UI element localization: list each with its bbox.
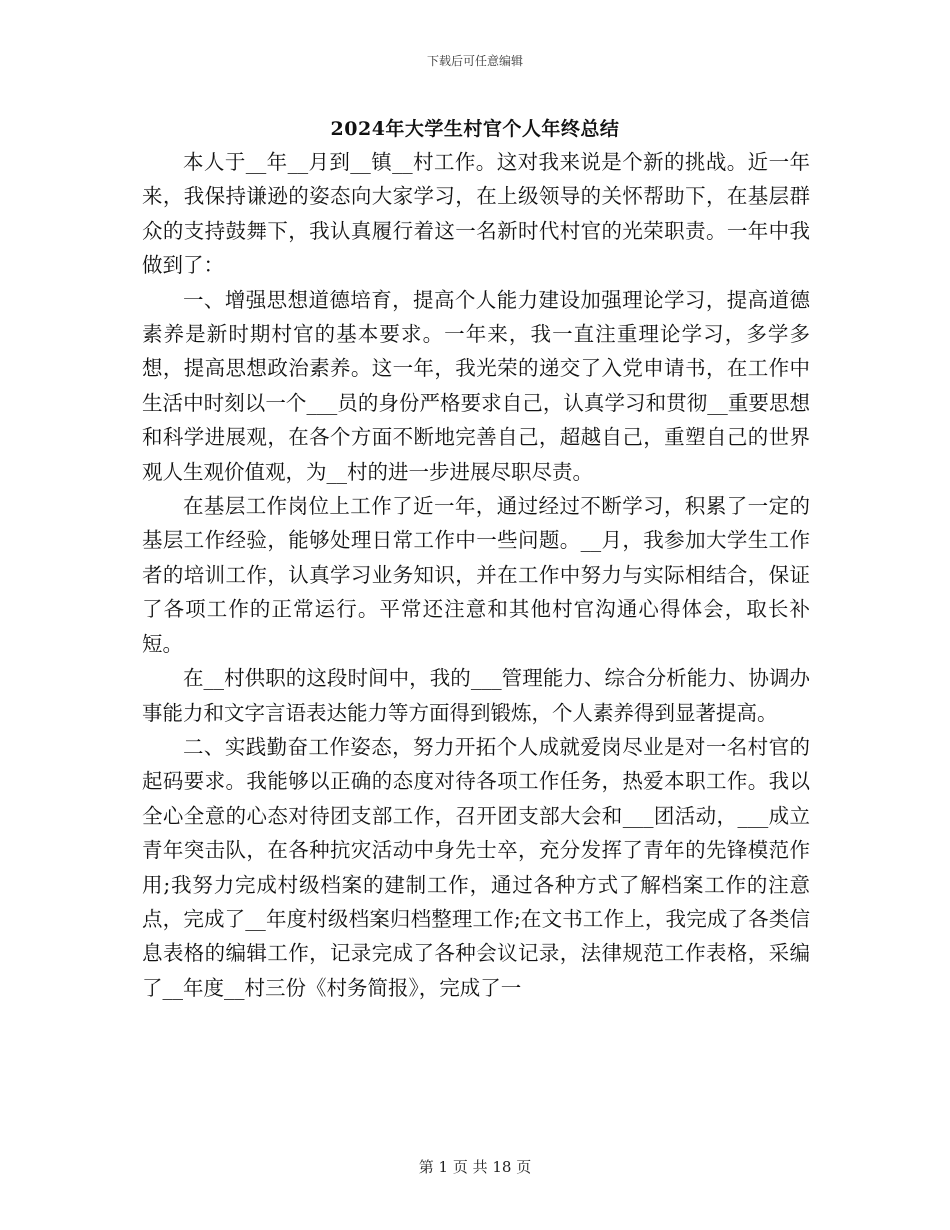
document-body <box>142 145 810 1005</box>
paragraph-section-one: 一、增强思想道德培育，提高个人能力建设加强理论学习，提高道德素养是新时期村官的基本要求。一年来，我一直注重理论学习，多学多想，提高思想政治素养。这一年，我光荣的递交了入党申请书，在工作中生活中时刻以一个___员的身份严格要求自己，认真学习和贯彻__重要思想和科学进展观，在各个方面不断地完善自己，超越自己，重塑自己的世界观人生观价值观，为__村的进一步进展尽职尽责。 <box>142 287 810 484</box>
page-footer-number: 第 1 页 共 18 页 <box>418 1158 532 1176</box>
paragraph-abilities: 在__村供职的这段时间中，我的___管理能力、综合分析能力、协调办事能力和文字言语表达能力等方面得到锻炼，个人素养得到显著提高。 <box>142 666 810 725</box>
paragraph-experience: 在基层工作岗位上工作了近一年，通过经过不断学习，积累了一定的基层工作经验，能够处理日常工作中一些问题。__月，我参加大学生工作者的培训工作，认真学习业务知识，并在工作中努力与实际相结合，保证了各项工作的正常运行。平常还注意和其他村官沟通心得体会，取长补短。 <box>142 494 810 656</box>
document-title: 2024年大学生村官个人年终总结 <box>330 118 620 140</box>
paragraph-intro: 本人于__年__月到__镇__村工作。这对我来说是个新的挑战。近一年来，我保持谦逊的姿态向大家学习，在上级领导的关怀帮助下，在基层群众的支持鼓舞下，我认真履行着这一名新时代村官的光荣职责。一年中我做到了： <box>142 150 810 278</box>
paragraph-section-two: 二、实践勤奋工作姿态，努力开拓个人成就爱岗尽业是对一名村官的起码要求。我能够以正确的态度对待各项工作任务，热爱本职工作。我以全心全意的心态对待团支部工作，召开团支部大会和___团活动，___成立青年突击队，在各种抗灾活动中身先士卒，充分发挥了青年的先锋模范作用;我努力完成村级档案的建制工作，通过各种方式了解档案工作的注意点，完成了__年度村级档案归档整理工作;在文书工作上，我完成了各类信息表格的编辑工作，记录完成了各种会议记录，法律规范工作表格，采编了__年度__村三份《村务简报》，完成了一 <box>142 734 810 1000</box>
page-header-note: 下载后可任意编辑 <box>426 54 523 68</box>
